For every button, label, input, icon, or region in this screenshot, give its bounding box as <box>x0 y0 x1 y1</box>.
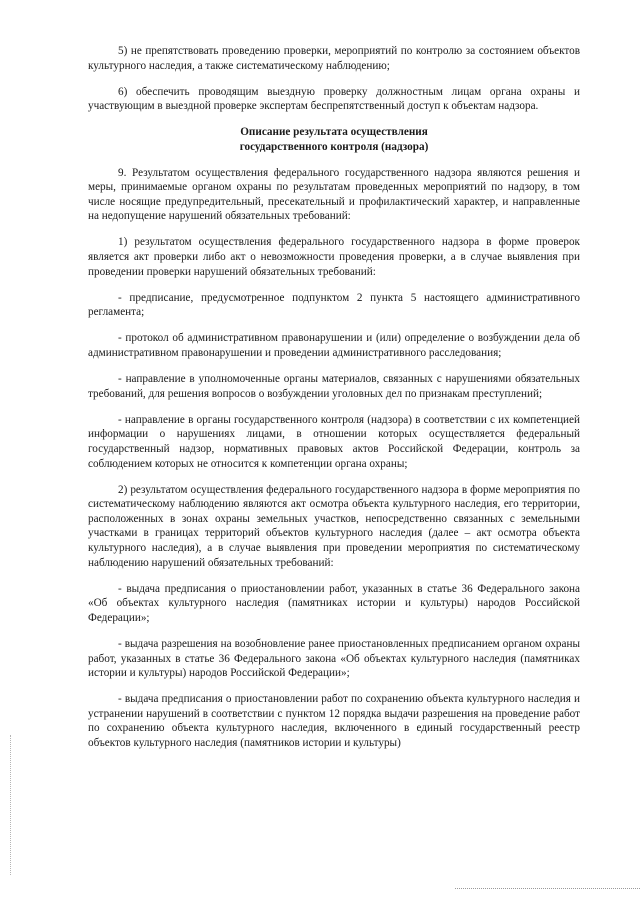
paragraph-item-6: 6) обеспечить проводящим выездную проверку должностным лицам органа охраны и участвующим в выездной проверке экспертам беспрепятственный доступ к объектам надзора. <box>88 85 580 113</box>
document-page <box>88 44 580 762</box>
paragraph-item-5: 5) не препятствовать проведению проверки, мероприятий по контролю за состоянием объектов культурного наследия, а также систематическому наблюдению; <box>88 45 580 72</box>
paragraph-result-inspection: 1) результатом осуществления федерального государственного надзора в форме проверок является акт проверки либо акт о невозможности проведения проверки, а в случае выявления при проведении проверки нарушений обязательных требований: <box>88 236 580 278</box>
scan-edge-marks <box>10 735 13 875</box>
list-item-protocol: - протокол об административном правонарушении и (или) определение о возбуждении дела об административном правонарушении и проведении административного расследования; <box>88 332 580 359</box>
list-item-prescription: - предписание, предусмотренное подпунктом 2 пункта 5 настоящего административного регламента; <box>88 291 580 319</box>
section-heading-line-1: Описание результата осуществления <box>240 126 428 139</box>
list-item-information-referral: - направление в органы государственного контроля (надзора) в соответствии с их компетенцией информации о нарушениях лицами, в отношении которых осуществляется федеральный государственный надзор, нормативных правовых актов Российской Федерации, контроль за соблюдением которых не относится к компетенции органа охраны; <box>88 413 580 470</box>
list-item-resumption-permit: - выдача разрешения на возобновление ранее приостановленных предписанием органом охраны работ, указанных в статье 36 Федерального закона «Об объектах культурного наследия (памятниках истории и культуры) народов Российской Федерации»; <box>88 638 580 680</box>
list-item-materials-referral: - направление в уполномоченные органы материалов, связанных с нарушениями обязательных требований, для решения вопросов о возбуждении уголовных дел по признакам преступлений; <box>88 373 580 400</box>
section-heading <box>88 125 580 154</box>
section-heading-line-2: государственного контроля (надзора) <box>239 140 429 153</box>
footer-dotted-line <box>455 888 640 889</box>
paragraph-clause-9: 9. Результатом осуществления федерального государственного надзора являются решения и меры, принимаемые органом охраны по результатам проведенных мероприятий по надзору, в том числе носящие предупредительный, пресекательный и профилактический характер, и направленные на недопущение нарушений обязательных требований: <box>88 166 580 223</box>
list-item-conservation-suspension: - выдача предписания о приостановлении работ по сохранению объекта культурного наследия и устранении нарушений в соответствии с пунктом 12 порядка выдачи разрешения на проведение работ по сохранению объекта культурного наследия, включенного в единый государственный реестр объектов культурного наследия (памятников истории и культуры) <box>88 693 580 750</box>
paragraph-result-observation: 2) результатом осуществления федерального государственного надзора в форме мероприятия по систематическому наблюдению являются акт осмотра объекта культурного наследия, его территории, расположенных в зонах охраны земельных участков, непосредственно связанных с земельными участками в границах территорий объектов культурного наследия (далее – акт осмотра объекта культурного наследия), а в случае выявления при проведении мероприятия по систематическому наблюдению нарушений обязательных требований: <box>88 483 580 569</box>
list-item-suspension-order: - выдача предписания о приостановлении работ, указанных в статье 36 Федерального закона «Об объектах культурного наследия (памятниках истории и культуры) народов Российской Федерации»; <box>88 582 580 624</box>
